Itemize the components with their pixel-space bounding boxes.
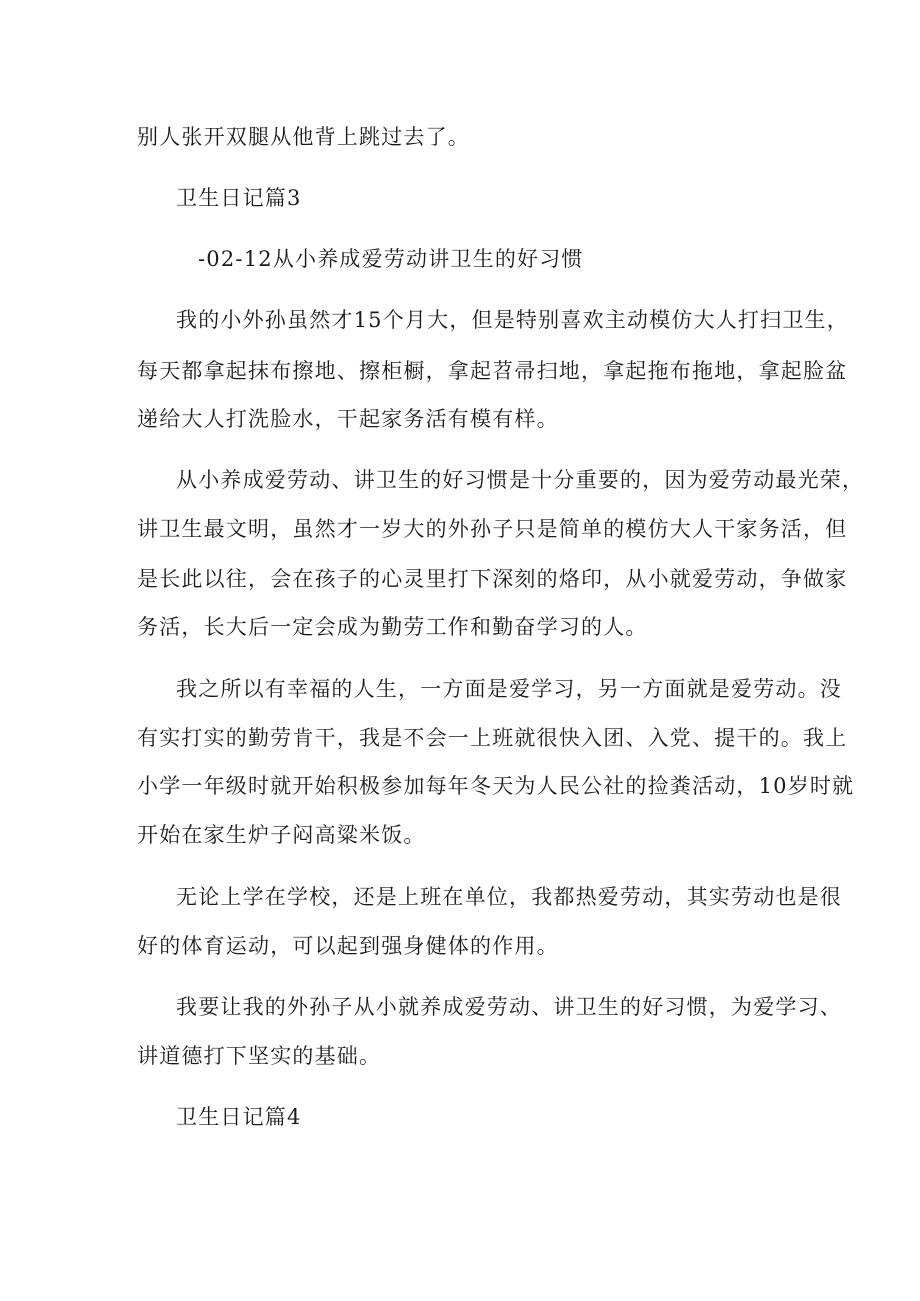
paragraph-line: 务活，长大后一定会成为勤劳工作和勤奋学习的人。 — [137, 615, 648, 639]
paragraph-line: 从小养成爱劳动、讲卫生的好习惯是十分重要的，因为爱劳动最光荣， — [176, 468, 865, 492]
paragraph-line: 递给大人打洗脸水，干起家务活有模有样。 — [137, 407, 559, 431]
paragraph-line: 我的小外孙虽然才15个月大，但是特别喜欢主动模仿大人打扫卫生， — [176, 308, 849, 332]
paragraph-line: 好的体育运动，可以起到强身健体的作用。 — [137, 934, 559, 958]
paragraph-line: 讲道德打下坚实的基础。 — [137, 1044, 382, 1068]
paragraph-line: 开始在家生炉子闷高粱米饭。 — [137, 823, 426, 847]
paragraph-line: 我要让我的外孙子从小就养成爱劳动、讲卫生的好习惯，为爱学习、 — [176, 995, 842, 1019]
paragraph-line: 小学一年级时就开始积极参加每年冬天为人民公社的捡粪活动，10岁时就 — [137, 774, 855, 798]
section-4-heading: 卫生日记篇4 — [176, 1105, 302, 1129]
section-3-heading: 卫生日记篇3 — [176, 186, 302, 210]
paragraph-line: 有实打实的勤劳肯干，我是不会一上班就很快入团、入党、提干的。我上 — [137, 726, 848, 750]
paragraph-line: 讲卫生最文明，虽然才一岁大的外孙子只是简单的模仿大人干家务活，但 — [137, 517, 848, 541]
continuation-text: 别人张开双腿从他背上跳过去了。 — [137, 125, 470, 149]
paragraph-line: 我之所以有幸福的人生，一方面是爱学习，另一方面就是爱劳动。没 — [176, 677, 842, 701]
paragraph-line: 无论上学在学校，还是上班在单位，我都热爱劳动，其实劳动也是很 — [176, 885, 842, 909]
section-3-title: -02-12从小养成爱劳动讲卫生的好习惯 — [198, 247, 584, 271]
paragraph-line: 每天都拿起抹布擦地、擦柜橱，拿起苕帚扫地，拿起拖布拖地，拿起脸盆 — [137, 359, 848, 383]
paragraph-line: 是长此以往，会在孩子的心灵里打下深刻的烙印，从小就爱劳动，争做家 — [137, 567, 848, 591]
